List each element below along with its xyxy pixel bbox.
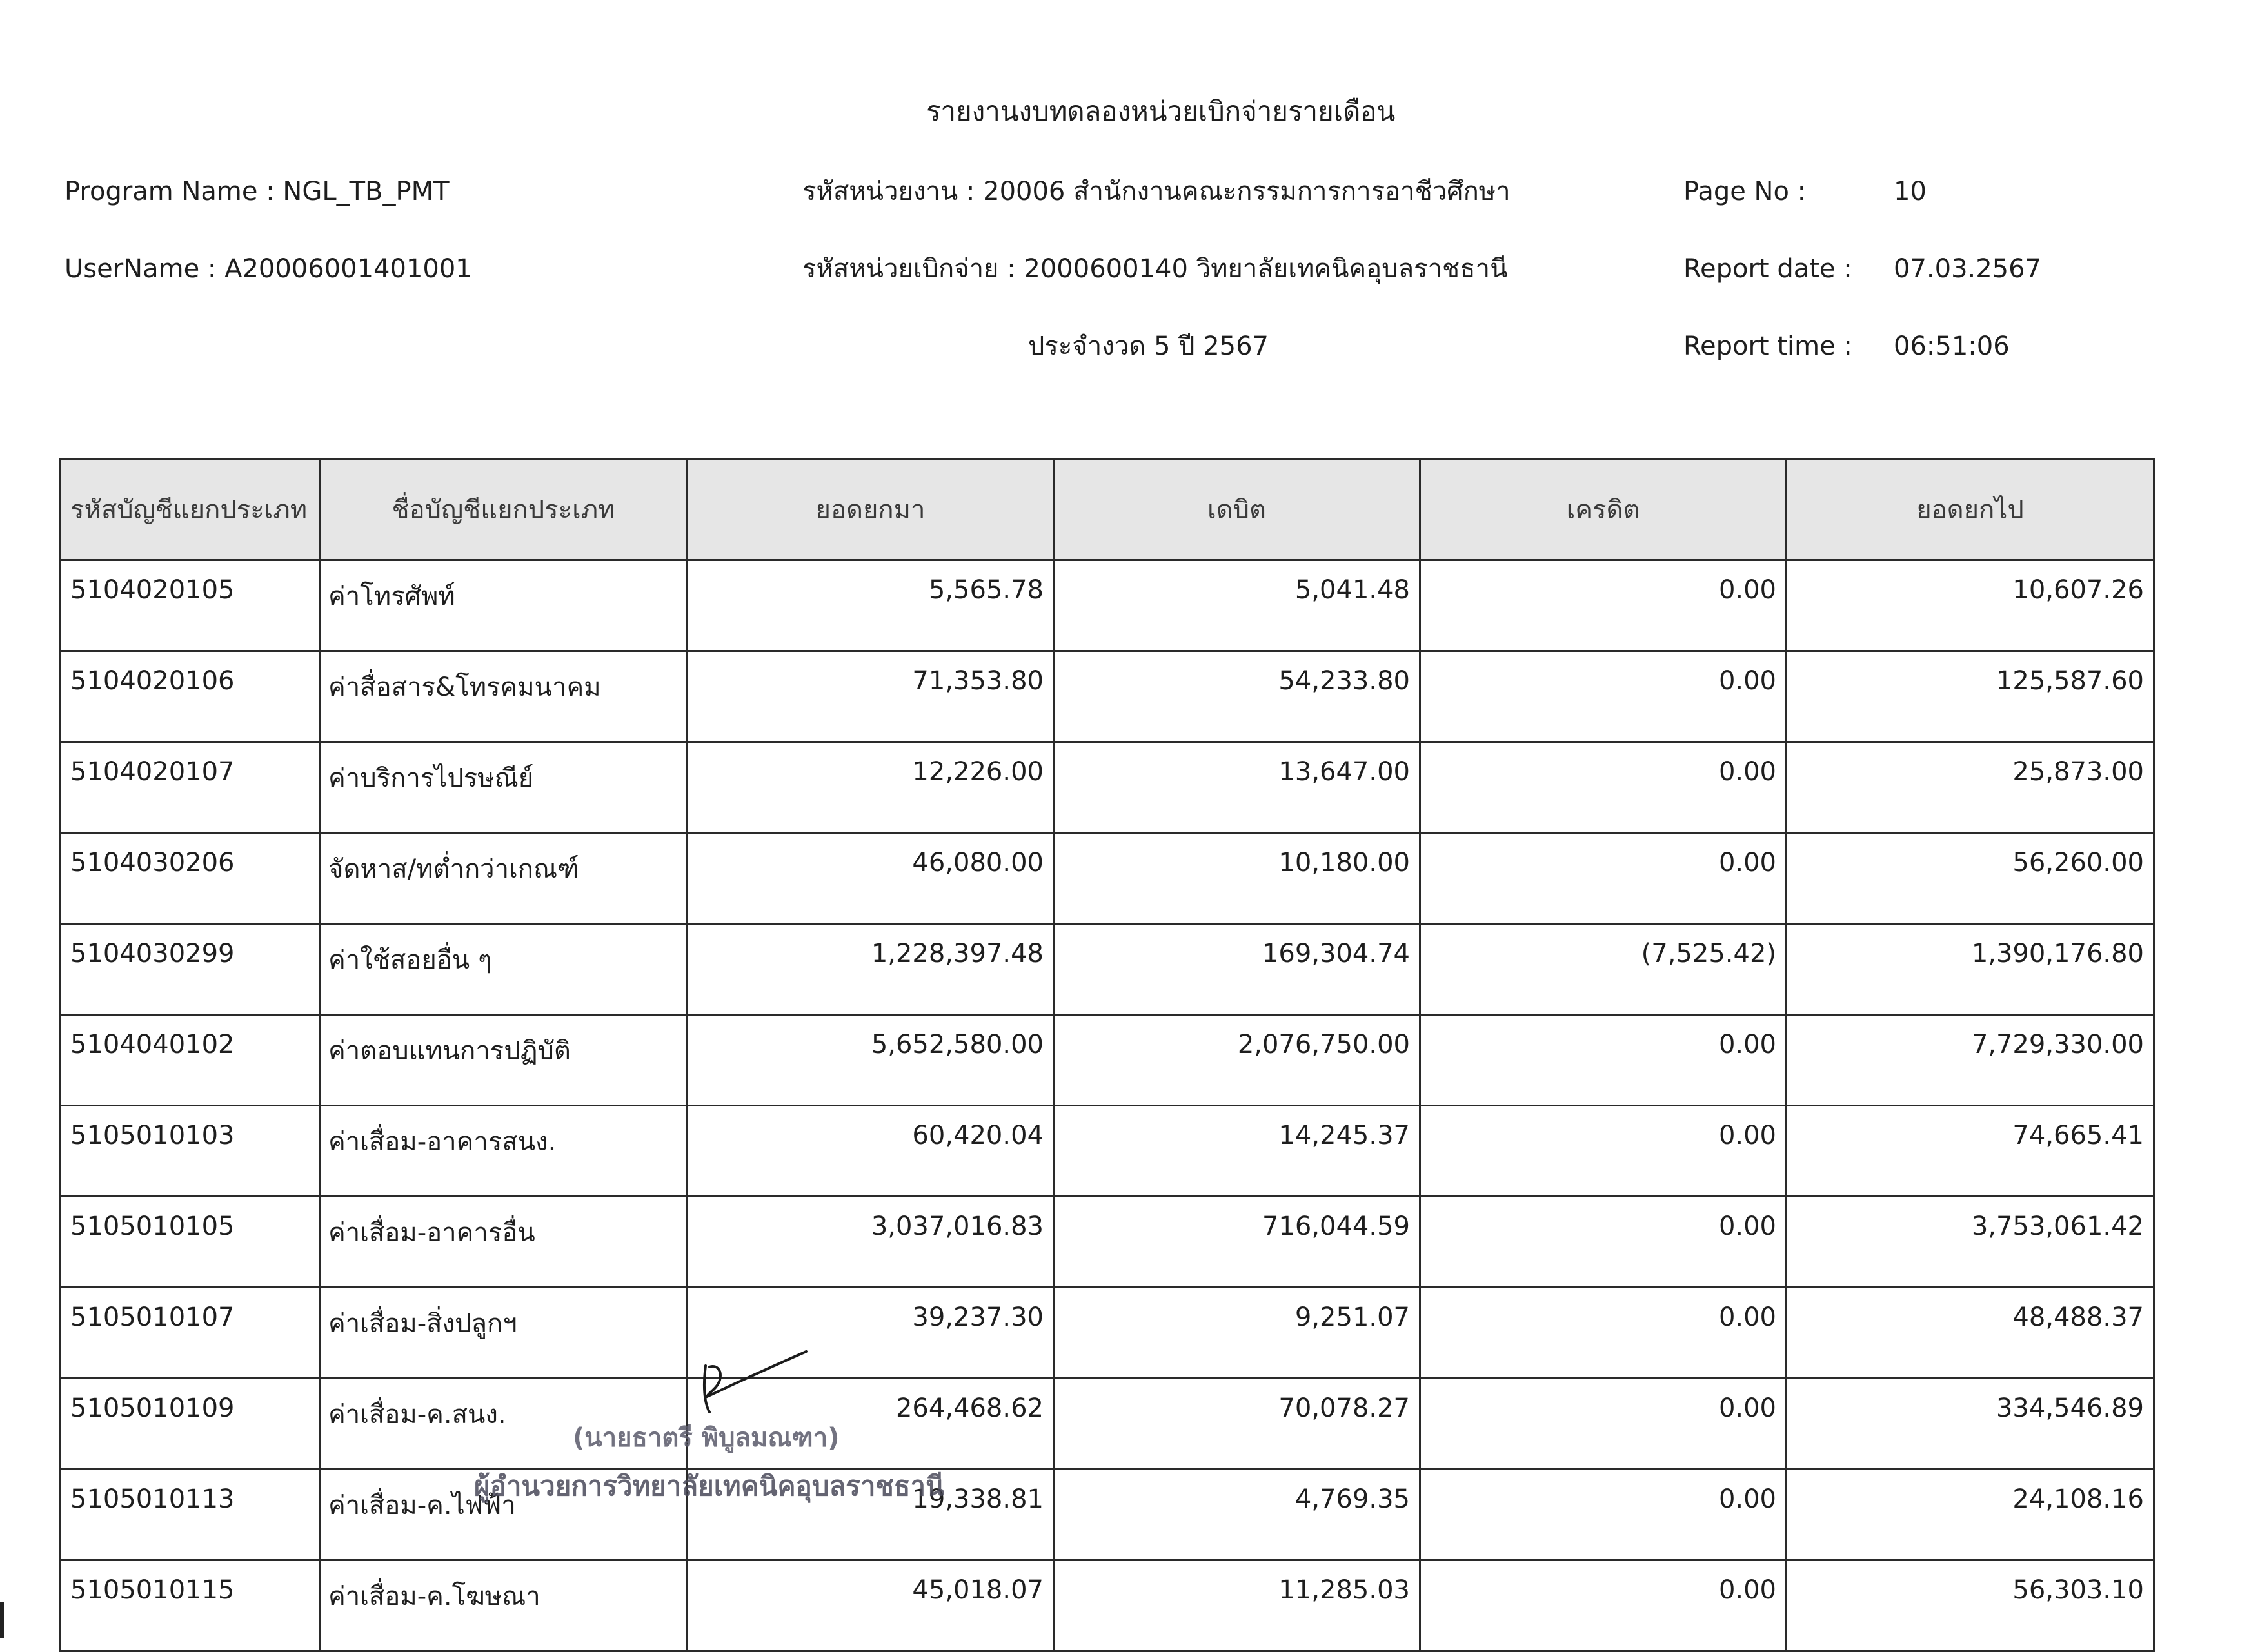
stamp-signatory-position: ผู้อำนวยการวิทยาลัยเทคนิคอุบลราชธานี (474, 1470, 944, 1502)
account-code-cell: 5105010105 (61, 1197, 320, 1288)
account-code-cell: 5105010103 (61, 1106, 320, 1197)
account-name-cell: ค่าเสื่อม-อาคารสนง. (320, 1106, 688, 1197)
debit-cell: 9,251.07 (1054, 1288, 1420, 1379)
account-name-cell: ค่าใช้สอยอื่น ๆ (320, 924, 688, 1015)
account-name-cell: ค่าโทรศัพท์ (320, 560, 688, 651)
page-no-label: Page No : (1683, 177, 1807, 206)
table-row (61, 1288, 2154, 1379)
credit-cell: 0.00 (1420, 742, 1787, 833)
opening-balance-cell: 264,468.62 (688, 1379, 1054, 1470)
account-code-cell: 5105010109 (61, 1379, 320, 1470)
account-code-cell: 5105010115 (61, 1560, 320, 1651)
credit-cell: 0.00 (1420, 1197, 1787, 1288)
debit-cell: 2,076,750.00 (1054, 1015, 1420, 1106)
signature (697, 1348, 813, 1419)
debit-cell: 70,078.27 (1054, 1379, 1420, 1470)
account-name-cell: ค่าตอบแทนการปฏิบัติ (320, 1015, 688, 1106)
opening-balance-cell: 45,018.07 (688, 1560, 1054, 1651)
credit-cell: 0.00 (1420, 1106, 1787, 1197)
debit-cell: 10,180.00 (1054, 833, 1420, 924)
account-name-cell: ค่าเสื่อม-ค.โฆษณา (320, 1560, 688, 1651)
opening-balance-cell: 5,652,580.00 (688, 1015, 1054, 1106)
debit-cell: 716,044.59 (1054, 1197, 1420, 1288)
user-name: UserName : A20006001401001 (64, 254, 472, 284)
credit-cell: 0.00 (1420, 651, 1787, 742)
closing-balance-cell: 334,546.89 (1787, 1379, 2154, 1470)
closing-balance-cell: 3,753,061.42 (1787, 1197, 2154, 1288)
table-row (61, 651, 2154, 742)
opening-balance-cell: 39,237.30 (688, 1288, 1054, 1379)
credit-cell: 0.00 (1420, 1560, 1787, 1651)
column-header-account-name: ชื่อบัญชีแยกประเภท (320, 459, 688, 560)
opening-balance-cell: 12,226.00 (688, 742, 1054, 833)
table-row (61, 1106, 2154, 1197)
credit-cell: 0.00 (1420, 1470, 1787, 1560)
agency-code: รหัสหน่วยงาน : 20006 สำนักงานคณะกรรมการการอาชีวศึกษา (802, 177, 1511, 206)
table-row (61, 1015, 2154, 1106)
account-code-cell: 5104030206 (61, 833, 320, 924)
debit-cell: 13,647.00 (1054, 742, 1420, 833)
credit-cell: 0.00 (1420, 833, 1787, 924)
table-row (61, 742, 2154, 833)
credit-cell: 0.00 (1420, 560, 1787, 651)
opening-balance-cell: 46,080.00 (688, 833, 1054, 924)
report-period: ประจำงวด 5 ปี 2567 (1028, 331, 1269, 361)
opening-balance-cell: 60,420.04 (688, 1106, 1054, 1197)
report-title: รายงานงบทดลองหน่วยเบิกจ่ายรายเดือน (926, 95, 1396, 127)
report-time-value: 06:51:06 (1894, 331, 2010, 361)
disbursing-unit-code: รหัสหน่วยเบิกจ่าย : 2000600140 วิทยาลัยเทคนิคอุบลราชธานี (802, 254, 1508, 284)
account-name-cell: ค่าบริการไปรษณีย์ (320, 742, 688, 833)
account-code-cell: 5105010113 (61, 1470, 320, 1560)
closing-balance-cell: 56,260.00 (1787, 833, 2154, 924)
report-time-label: Report time : (1683, 331, 1852, 361)
credit-cell: 0.00 (1420, 1288, 1787, 1379)
page-no-value: 10 (1894, 177, 1927, 206)
report-date-label: Report date : (1683, 254, 1852, 284)
column-header-credit: เครดิต (1420, 459, 1787, 560)
account-code-cell: 5104020107 (61, 742, 320, 833)
program-name: Program Name : NGL_TB_PMT (64, 177, 450, 206)
account-code-cell: 5104040102 (61, 1015, 320, 1106)
opening-balance-cell: 19,338.81 (688, 1470, 1054, 1560)
table-row (61, 560, 2154, 651)
debit-cell: 4,769.35 (1054, 1470, 1420, 1560)
closing-balance-cell: 10,607.26 (1787, 560, 2154, 651)
trial-balance-table (59, 458, 2155, 1652)
closing-balance-cell: 48,488.37 (1787, 1288, 2154, 1379)
closing-balance-cell: 25,873.00 (1787, 742, 2154, 833)
account-name-cell: ค่าสื่อสาร&โทรคมนาคม (320, 651, 688, 742)
scan-margin-mark (0, 1602, 4, 1638)
closing-balance-cell: 1,390,176.80 (1787, 924, 2154, 1015)
account-name-cell: ค่าเสื่อม-อาคารอื่น (320, 1197, 688, 1288)
account-code-cell: 5104030299 (61, 924, 320, 1015)
table-header-row (61, 459, 2154, 560)
account-name-cell: ค่าเสื่อม-ค.สนง. (320, 1379, 688, 1470)
debit-cell: 54,233.80 (1054, 651, 1420, 742)
opening-balance-cell: 1,228,397.48 (688, 924, 1054, 1015)
closing-balance-cell: 24,108.16 (1787, 1470, 2154, 1560)
table-row (61, 1379, 2154, 1470)
column-header-closing-balance: ยอดยกไป (1787, 459, 2154, 560)
opening-balance-cell: 5,565.78 (688, 560, 1054, 651)
column-header-opening-balance: ยอดยกมา (688, 459, 1054, 560)
table-row (61, 1560, 2154, 1651)
debit-cell: 169,304.74 (1054, 924, 1420, 1015)
opening-balance-cell: 71,353.80 (688, 651, 1054, 742)
account-name-cell: ค่าเสื่อม-สิ่งปลูกฯ (320, 1288, 688, 1379)
account-name-cell: จัดหาส/ทต่ำกว่าเกณฑ์ (320, 833, 688, 924)
table-row (61, 1197, 2154, 1288)
table-row (61, 1470, 2154, 1560)
account-code-cell: 5105010107 (61, 1288, 320, 1379)
stamp-signatory-name: (นายธาตรี พิบูลมณฑา) (573, 1423, 840, 1453)
opening-balance-cell: 3,037,016.83 (688, 1197, 1054, 1288)
debit-cell: 5,041.48 (1054, 560, 1420, 651)
closing-balance-cell: 56,303.10 (1787, 1560, 2154, 1651)
closing-balance-cell: 125,587.60 (1787, 651, 2154, 742)
closing-balance-cell: 7,729,330.00 (1787, 1015, 2154, 1106)
report-date-value: 07.03.2567 (1894, 254, 2042, 284)
table-row (61, 833, 2154, 924)
debit-cell: 11,285.03 (1054, 1560, 1420, 1651)
credit-cell: 0.00 (1420, 1379, 1787, 1470)
account-code-cell: 5104020105 (61, 560, 320, 651)
column-header-account-code: รหัสบัญชีแยกประเภท (61, 459, 320, 560)
account-name-cell: ค่าเสื่อม-ค.ไฟฟ้า (320, 1470, 688, 1560)
debit-cell: 14,245.37 (1054, 1106, 1420, 1197)
credit-cell: (7,525.42) (1420, 924, 1787, 1015)
column-header-debit: เดบิต (1054, 459, 1420, 560)
account-code-cell: 5104020106 (61, 651, 320, 742)
closing-balance-cell: 74,665.41 (1787, 1106, 2154, 1197)
table-row (61, 924, 2154, 1015)
credit-cell: 0.00 (1420, 1015, 1787, 1106)
